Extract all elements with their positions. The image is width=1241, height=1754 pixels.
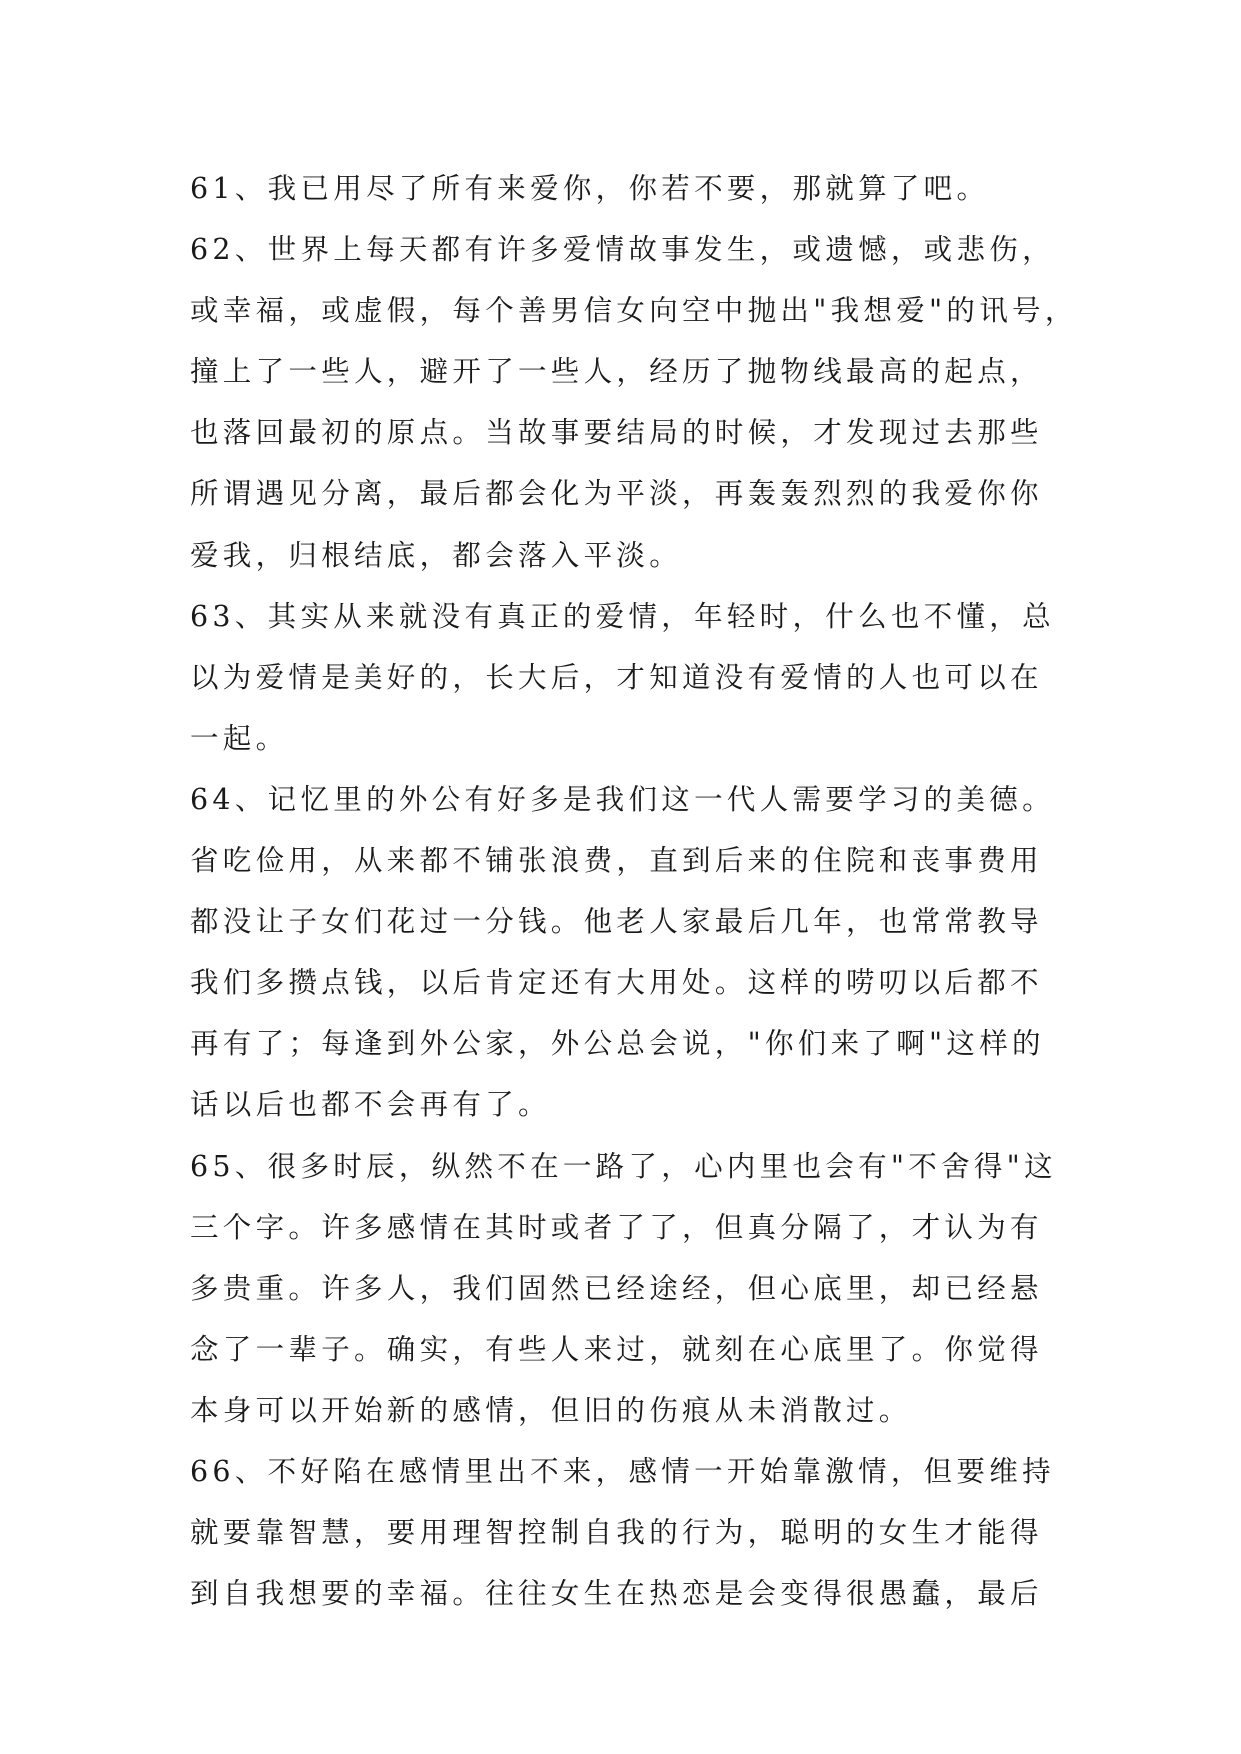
text-line: 我们多攒点钱，以后肯定还有大用处。这样的唠叨以后都不 <box>190 966 1043 1000</box>
text-line: 65、很多时辰，纵然不在一路了，心内里也会有"不舍得"这 <box>190 1149 1057 1183</box>
text-line: 都没让子女们花过一分钱。他老人家最后几年，也常常教导 <box>190 905 1043 939</box>
text-line: 以为爱情是美好的，长大后，才知道没有爱情的人也可以在 <box>190 660 1043 694</box>
text-line: 66、不好陷在感情里出不来，感情一开始靠激情，但要维持 <box>190 1454 1055 1488</box>
text-line: 撞上了一些人，避开了一些人，经历了抛物线最高的起点， <box>190 355 1043 389</box>
paragraph-62 <box>190 219 1078 586</box>
paragraph-64 <box>190 769 1070 1136</box>
text-line: 所谓遇见分离，最后都会化为平淡，再轰轰烈烈的我爱你你 <box>190 477 1043 511</box>
text-line: 64、记忆里的外公有好多是我们这一代人需要学习的美德。 <box>190 782 1055 816</box>
text-line: 或幸福，或虚假，每个善男信女向空中抛出"我想爱"的讯号， <box>190 294 1078 328</box>
text-line: 再有了；每逢到外公家，外公总会说，"你们来了啊"这样的 <box>190 1027 1045 1061</box>
document-body <box>190 158 1078 1624</box>
paragraph-61 <box>190 158 1070 219</box>
text-line: 63、其实从来就没有真正的爱情，年轻时，什么也不懂，总 <box>190 599 1055 633</box>
paragraph-65 <box>190 1136 1070 1441</box>
text-line: 省吃俭用，从来都不铺张浪费，直到后来的住院和丧事费用 <box>190 844 1043 878</box>
text-line: 多贵重。许多人，我们固然已经途经，但心底里，却已经悬 <box>190 1271 1043 1305</box>
text-line: 念了一辈子。确实，有些人来过，就刻在心底里了。你觉得 <box>190 1332 1043 1366</box>
text-line: 62、世界上每天都有许多爱情故事发生，或遗憾，或悲伤， <box>190 233 1055 267</box>
text-line: 到自我想要的幸福。往往女生在热恋是会变得很愚蠢，最后 <box>190 1577 1043 1611</box>
text-line: 话以后也都不会再有了。 <box>190 1088 551 1122</box>
text-line: 本身可以开始新的感情，但旧的伤痕从未消散过。 <box>190 1393 912 1427</box>
paragraph-63 <box>190 586 1070 769</box>
text-line: 三个字。许多感情在其时或者了了，但真分隔了，才认为有 <box>190 1210 1043 1244</box>
text-line: 爱我，归根结底，都会落入平淡。 <box>190 538 683 572</box>
text-line: 一起。 <box>190 721 289 755</box>
paragraph-66 <box>190 1441 1070 1624</box>
text-line: 61、我已用尽了所有来爱你，你若不要，那就算了吧。 <box>190 172 990 205</box>
text-line: 就要靠智慧，要用理智控制自我的行为，聪明的女生才能得 <box>190 1516 1043 1550</box>
text-line: 也落回最初的原点。当故事要结局的时候，才发现过去那些 <box>190 416 1043 450</box>
